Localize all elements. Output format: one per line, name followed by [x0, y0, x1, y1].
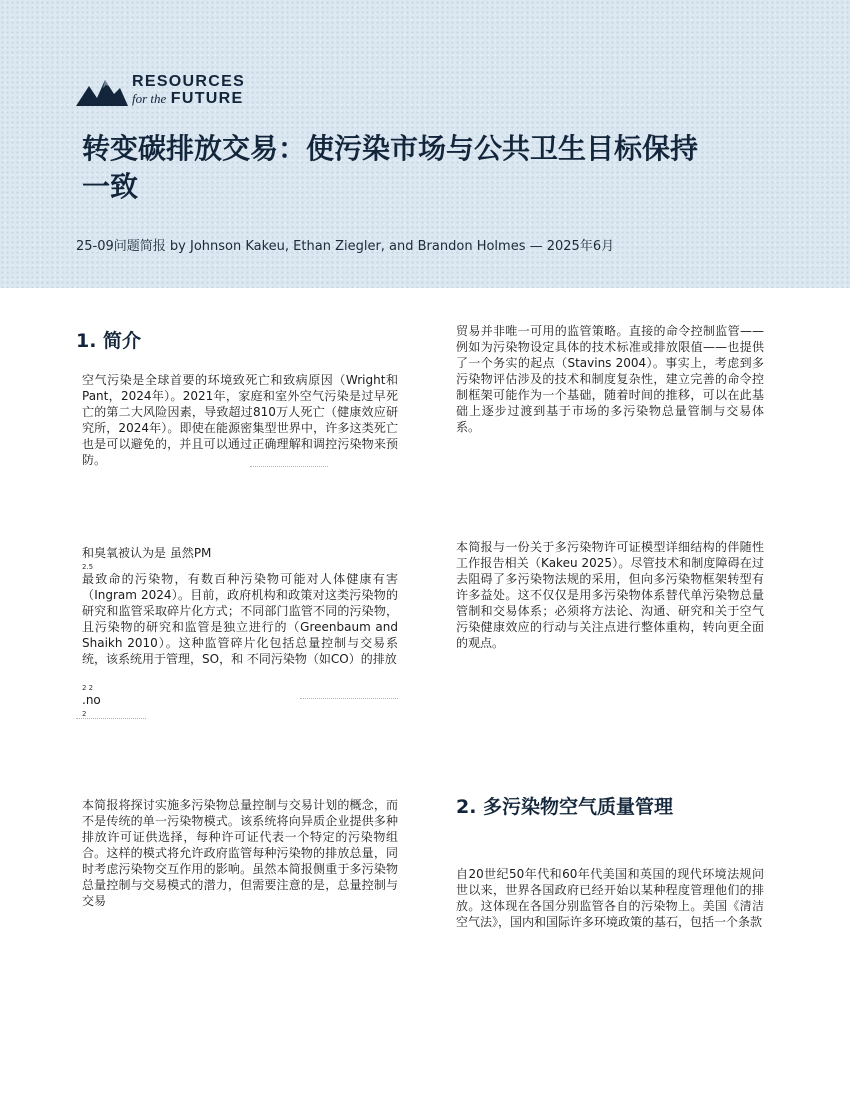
byline: 25-09问题简报 by Johnson Kakeu, Ethan Ziegler, and Brandon Holmes — 2025年6月 [76, 239, 615, 254]
header-banner [0, 0, 850, 288]
logo-future: FUTURE [170, 90, 244, 107]
intro-paragraph-3: 本简报将探讨实施多污染物总量控制与交易计划的概念，而不是传统的单一污染物模式。该系统将向异质企业提供多种排放许可证供选择，每种许可证代表一个特定的污染物组合。这样的模式将允许政府监管每种污染物的排放总量，同时考虑污染物交互作用的影响。虽然本简报侧重于多污染物总量控制与交易模式的潜力，但需要注意的是，总量控制与交易 [82, 798, 398, 908]
divider [300, 698, 398, 699]
pm-subscript: 2.5 [82, 563, 94, 571]
logo-for-the: for the [132, 91, 167, 106]
document-title: 转变碳排放交易：使污染市场与公共卫生目标保持一致 [82, 132, 699, 203]
section2-paragraph-1: 自20世纪50年代和60年代美国和英国的现代环境法规问世以来，世界各国政府已经开始以某种程度管理他们的排放。这体现在各国分别监管各自的污染物上。美国《清洁空气法》，国内和国际许多环境政策的基石，包括一个条款 [456, 867, 764, 929]
logo-wordmark-resources: RESOURCES [132, 73, 246, 90]
rff-logo [76, 72, 256, 112]
nox-text: .no [82, 693, 101, 707]
pollutant-line: 和臭氧被认为是 虽然PM [82, 546, 212, 560]
intro-paragraph-4: 贸易并非唯一可用的监管策略。直接的命令控制监管——例如为污染物设定具体的技术标准或排放限值——也提供了一个务实的起点（Stavins 2004）。事实上，考虑到多污染物评估涉及的技术和制度复杂性，建立完善的命令控制框架可能作为一个基础，随着时间的推移，可以在此基础上逐步过渡到基于市场的多污染物总量管制与交易体系。 [456, 324, 764, 434]
divider [250, 466, 328, 467]
intro-paragraph-1: 空气污染是全球首要的环境致死亡和致病原因（Wright和Pant，2024年）。2021年，家庭和室外空气污染是过早死亡的第二大风险因素，导致超过810万人死亡（健康效应研究所，2024年）。即使在能源密集型世界中，许多这类死亡也是可以避免的，并且可以通过正确理解和调控污染物来预防。 [82, 373, 398, 467]
section-heading-multipollutant: 2. 多污染物空气质量管理 [456, 796, 674, 818]
so2-subscript: 2 2 [82, 684, 94, 692]
logo-wordmark-future [132, 90, 243, 108]
intro-paragraph-2: 最致命的污染物，有数百种污染物可能对人体健康有害（Ingram 2024）。目前，政府机构和政策对这类污染物的研究和监管采取碎片化方式；不同部门监管不同的污染物，且污染物的研究和监管是独立进行的（Greenbaum and Shaikh 2010）。这种监管碎片化包括总量控制与交易系统，该系统用于管理，SO，和 不同污染物（如CO）的排放 [82, 572, 398, 666]
nox-subscript: 2 [82, 710, 87, 718]
divider [76, 718, 146, 719]
intro-paragraph-5: 本简报与一份关于多污染物许可证模型详细结构的伴随性工作报告相关（Kakeu 2025）。尽管技术和制度障碍在过去阻碍了多污染物法规的采用，但向多污染物框架转型有许多益处。这不仅仅是用多污染物体系替代单污染物总量管制和交易体系；必须将方法论、沟通、研究和关于空气污染健康效应的行动与关注点进行整体重构，转向更全面的观点。 [456, 540, 764, 650]
mountain-logo-icon [76, 76, 128, 106]
section-heading-introduction: 1. 简介 [76, 330, 142, 352]
